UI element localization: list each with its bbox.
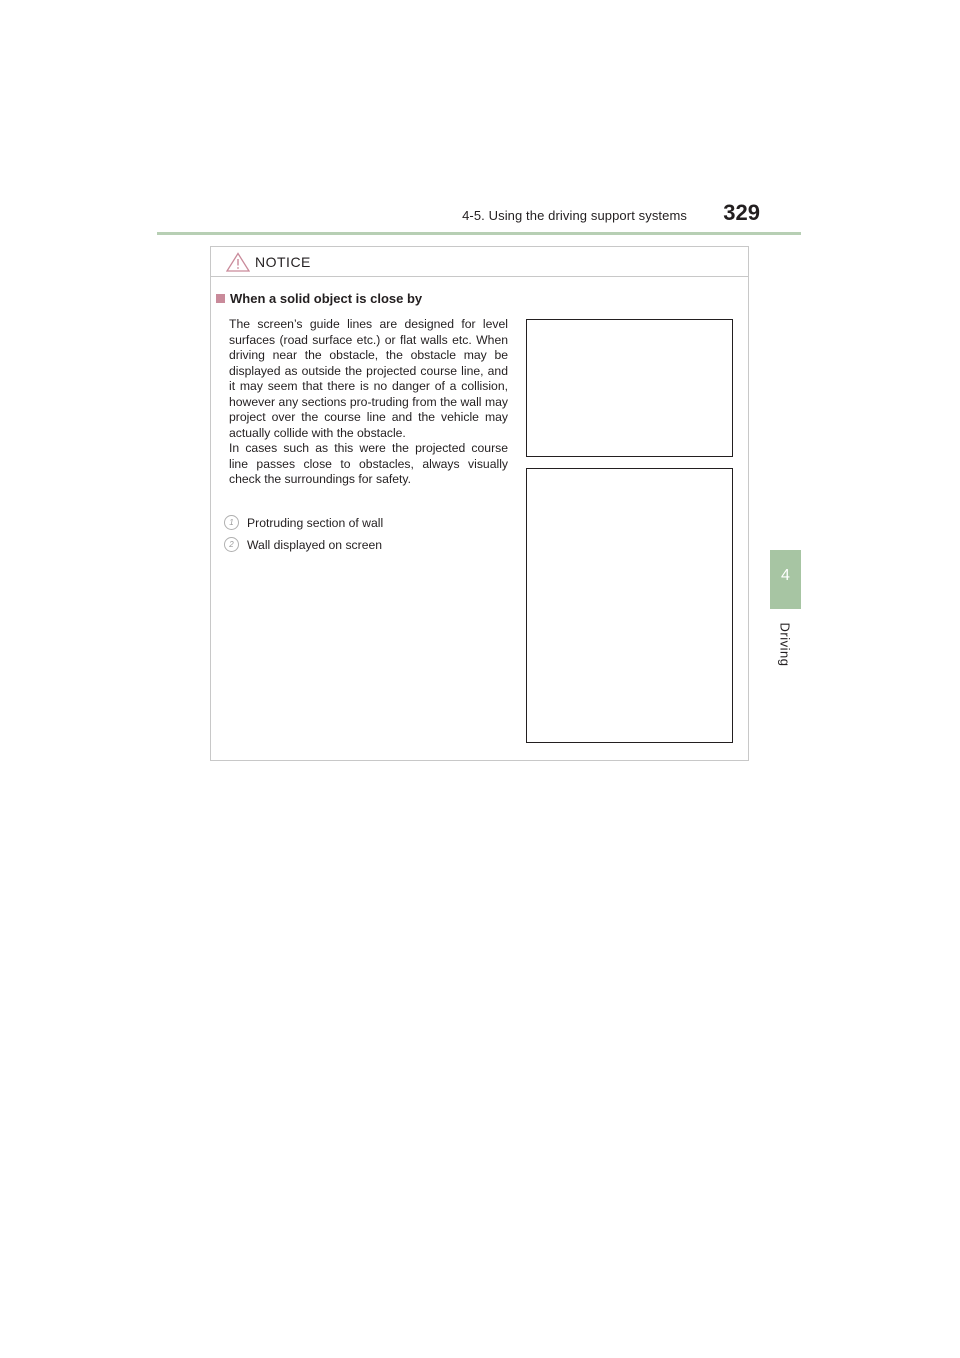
callout-item [224, 515, 383, 530]
notice-label: NOTICE [255, 254, 311, 270]
notice-paragraph: In cases such as this were the projected course line passes close to obstacles, always visually check the surroundings for safety. [229, 441, 508, 486]
callout-text: Wall displayed on screen [247, 537, 383, 552]
warning-triangle-icon [226, 252, 250, 272]
notice-body [229, 317, 508, 488]
callout-number: 2 [224, 537, 239, 552]
square-bullet-icon [216, 294, 225, 303]
section-heading-text: When a solid object is close by [230, 291, 423, 306]
notice-box [210, 246, 749, 761]
chapter-label [763, 620, 807, 668]
callout-number: 1 [224, 515, 239, 530]
section-heading [216, 291, 422, 306]
illustration-top [526, 319, 733, 457]
chapter-tab [770, 550, 801, 609]
callout-text: Protruding section of wall [247, 515, 384, 530]
chapter-number: 4 [781, 567, 790, 584]
page-number: 329 [723, 200, 760, 225]
illustration-bottom [526, 468, 733, 743]
notice-paragraph: The screen’s guide lines are designed for level surfaces (road surface etc.) or flat walls etc. When driving near the obstacle, the obstacle may be displayed as outside the projected course line, and it may seem that there is no danger of a collision, however any sections pro-truding from the wall may project over the course line and the vehicle may actually collide with the obstacle. [229, 317, 508, 440]
callout-item [224, 537, 382, 552]
notice-header [211, 247, 748, 277]
section-title: 4-5. Using the driving support systems [462, 208, 687, 223]
header-rule [157, 232, 801, 235]
chapter-label-text: Driving [777, 622, 793, 666]
